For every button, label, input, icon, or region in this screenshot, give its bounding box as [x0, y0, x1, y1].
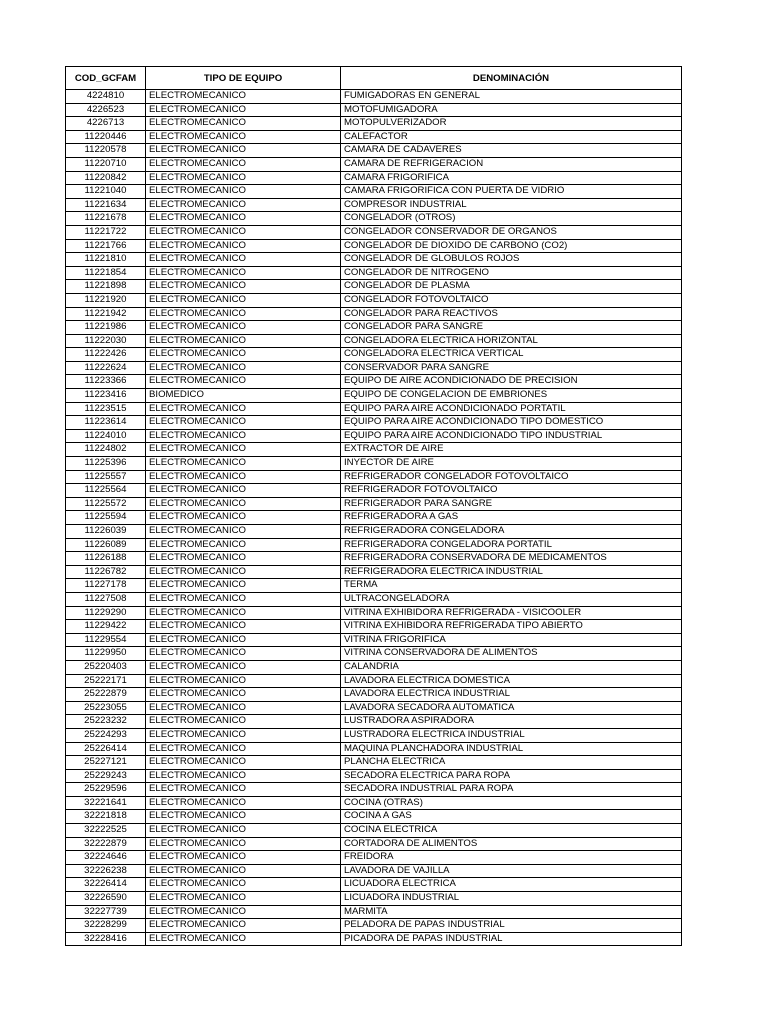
cell-tipo-de-equipo: ELECTROMECANICO	[146, 144, 341, 158]
cell-denominacion: CONGELADOR FOTOVOLTAICO	[341, 293, 682, 307]
table-row	[66, 878, 682, 892]
cell-denominacion: SECADORA ELECTRICA PARA ROPA	[341, 769, 682, 783]
table-row	[66, 511, 682, 525]
cell-tipo-de-equipo: ELECTROMECANICO	[146, 742, 341, 756]
table-row	[66, 416, 682, 430]
header-cod-gcfam: COD_GCFAM	[66, 67, 146, 90]
cell-cod-gcfam: 11229422	[66, 620, 146, 634]
cell-cod-gcfam: 11221986	[66, 321, 146, 335]
cell-tipo-de-equipo: ELECTROMECANICO	[146, 538, 341, 552]
cell-tipo-de-equipo: ELECTROMECANICO	[146, 348, 341, 362]
cell-cod-gcfam: 11226039	[66, 525, 146, 539]
cell-tipo-de-equipo: ELECTROMECANICO	[146, 511, 341, 525]
cell-tipo-de-equipo: ELECTROMECANICO	[146, 606, 341, 620]
cell-tipo-de-equipo: ELECTROMECANICO	[146, 185, 341, 199]
cell-tipo-de-equipo: ELECTROMECANICO	[146, 130, 341, 144]
cell-denominacion: VITRINA FRIGORIFICA	[341, 633, 682, 647]
table-row	[66, 579, 682, 593]
cell-cod-gcfam: 11226188	[66, 552, 146, 566]
cell-tipo-de-equipo: ELECTROMECANICO	[146, 932, 341, 946]
table-row	[66, 334, 682, 348]
cell-cod-gcfam: 32226590	[66, 892, 146, 906]
cell-denominacion: LUSTRADORA ASPIRADORA	[341, 715, 682, 729]
cell-denominacion: COMPRESOR INDUSTRIAL	[341, 198, 682, 212]
cell-tipo-de-equipo: ELECTROMECANICO	[146, 919, 341, 933]
cell-denominacion: CONGELADOR (OTROS)	[341, 212, 682, 226]
cell-tipo-de-equipo: ELECTROMECANICO	[146, 715, 341, 729]
cell-denominacion: TERMA	[341, 579, 682, 593]
cell-denominacion: REFRIGERADORA CONSERVADORA DE MEDICAMENTOS	[341, 552, 682, 566]
cell-cod-gcfam: 25222171	[66, 674, 146, 688]
cell-denominacion: EQUIPO PARA AIRE ACONDICIONADO TIPO DOMESTICO	[341, 416, 682, 430]
cell-denominacion: REFRIGERADOR PARA SANGRE	[341, 497, 682, 511]
cell-tipo-de-equipo: ELECTROMECANICO	[146, 701, 341, 715]
cell-denominacion: CALANDRIA	[341, 660, 682, 674]
cell-denominacion: PICADORA DE PAPAS INDUSTRIAL	[341, 932, 682, 946]
cell-tipo-de-equipo: ELECTROMECANICO	[146, 293, 341, 307]
cell-tipo-de-equipo: ELECTROMECANICO	[146, 497, 341, 511]
cell-cod-gcfam: 25229243	[66, 769, 146, 783]
table-row	[66, 837, 682, 851]
cell-tipo-de-equipo: ELECTROMECANICO	[146, 198, 341, 212]
cell-denominacion: PLANCHA ELECTRICA	[341, 756, 682, 770]
cell-denominacion: CONGELADOR DE PLASMA	[341, 280, 682, 294]
cell-cod-gcfam: 11220710	[66, 157, 146, 171]
header-denominacion: DENOMINACIÓN	[341, 67, 682, 90]
cell-denominacion: SECADORA INDUSTRIAL PARA ROPA	[341, 783, 682, 797]
cell-cod-gcfam: 11221634	[66, 198, 146, 212]
cell-denominacion: MARMITA	[341, 905, 682, 919]
cell-tipo-de-equipo: ELECTROMECANICO	[146, 796, 341, 810]
table-row	[66, 864, 682, 878]
cell-cod-gcfam: 11221854	[66, 266, 146, 280]
cell-cod-gcfam: 11223366	[66, 375, 146, 389]
cell-denominacion: EQUIPO PARA AIRE ACONDICIONADO PORTATIL	[341, 402, 682, 416]
cell-denominacion: MOTOFUMIGADORA	[341, 103, 682, 117]
header-row	[66, 67, 682, 90]
table-row	[66, 266, 682, 280]
cell-tipo-de-equipo: ELECTROMECANICO	[146, 756, 341, 770]
cell-tipo-de-equipo: ELECTROMECANICO	[146, 728, 341, 742]
cell-tipo-de-equipo: ELECTROMECANICO	[146, 620, 341, 634]
table-row	[66, 592, 682, 606]
cell-denominacion: LAVADORA ELECTRICA DOMESTICA	[341, 674, 682, 688]
cell-tipo-de-equipo: BIOMEDICO	[146, 389, 341, 403]
cell-cod-gcfam: 11220578	[66, 144, 146, 158]
cell-tipo-de-equipo: ELECTROMECANICO	[146, 157, 341, 171]
cell-tipo-de-equipo: ELECTROMECANICO	[146, 864, 341, 878]
cell-denominacion: FUMIGADORAS EN GENERAL	[341, 90, 682, 104]
table-row	[66, 375, 682, 389]
cell-cod-gcfam: 11220842	[66, 171, 146, 185]
cell-tipo-de-equipo: ELECTROMECANICO	[146, 307, 341, 321]
cell-tipo-de-equipo: ELECTROMECANICO	[146, 837, 341, 851]
table-row	[66, 198, 682, 212]
cell-cod-gcfam: 32227739	[66, 905, 146, 919]
cell-cod-gcfam: 32228416	[66, 932, 146, 946]
table-row	[66, 851, 682, 865]
cell-cod-gcfam: 11221942	[66, 307, 146, 321]
table-row	[66, 796, 682, 810]
cell-cod-gcfam: 4224810	[66, 90, 146, 104]
table-row	[66, 429, 682, 443]
cell-denominacion: REFRIGERADORA CONGELADORA	[341, 525, 682, 539]
cell-cod-gcfam: 25226414	[66, 742, 146, 756]
cell-cod-gcfam: 11221722	[66, 225, 146, 239]
cell-denominacion: CAMARA DE CADAVERES	[341, 144, 682, 158]
cell-denominacion: EXTRACTOR DE AIRE	[341, 443, 682, 457]
cell-tipo-de-equipo: ELECTROMECANICO	[146, 783, 341, 797]
table-body	[66, 90, 682, 946]
table-row	[66, 90, 682, 104]
table-row	[66, 225, 682, 239]
cell-tipo-de-equipo: ELECTROMECANICO	[146, 402, 341, 416]
cell-cod-gcfam: 11221920	[66, 293, 146, 307]
cell-denominacion: ULTRACONGELADORA	[341, 592, 682, 606]
table-row	[66, 185, 682, 199]
cell-denominacion: LUSTRADORA ELECTRICA INDUSTRIAL	[341, 728, 682, 742]
table-row	[66, 756, 682, 770]
table-row	[66, 538, 682, 552]
cell-tipo-de-equipo: ELECTROMECANICO	[146, 90, 341, 104]
cell-tipo-de-equipo: ELECTROMECANICO	[146, 579, 341, 593]
cell-tipo-de-equipo: ELECTROMECANICO	[146, 525, 341, 539]
cell-denominacion: CALEFACTOR	[341, 130, 682, 144]
table-row	[66, 932, 682, 946]
cell-cod-gcfam: 11229554	[66, 633, 146, 647]
cell-cod-gcfam: 32222525	[66, 824, 146, 838]
table-row	[66, 783, 682, 797]
cell-cod-gcfam: 11225396	[66, 457, 146, 471]
cell-denominacion: REFRIGERADORA ELECTRICA INDUSTRIAL	[341, 565, 682, 579]
cell-tipo-de-equipo: ELECTROMECANICO	[146, 674, 341, 688]
table-row	[66, 824, 682, 838]
table-row	[66, 348, 682, 362]
cell-denominacion: CAMARA FRIGORIFICA	[341, 171, 682, 185]
cell-tipo-de-equipo: ELECTROMECANICO	[146, 239, 341, 253]
cell-cod-gcfam: 32224646	[66, 851, 146, 865]
cell-cod-gcfam: 11225557	[66, 470, 146, 484]
cell-denominacion: LAVADORA ELECTRICA INDUSTRIAL	[341, 688, 682, 702]
cell-tipo-de-equipo: ELECTROMECANICO	[146, 361, 341, 375]
cell-denominacion: COCINA A GAS	[341, 810, 682, 824]
cell-denominacion: CONGELADORA ELECTRICA VERTICAL	[341, 348, 682, 362]
cell-cod-gcfam: 25227121	[66, 756, 146, 770]
cell-tipo-de-equipo: ELECTROMECANICO	[146, 552, 341, 566]
cell-cod-gcfam: 25229596	[66, 783, 146, 797]
cell-denominacion: CAMARA DE REFRIGERACION	[341, 157, 682, 171]
cell-cod-gcfam: 32221818	[66, 810, 146, 824]
cell-cod-gcfam: 11225572	[66, 497, 146, 511]
cell-cod-gcfam: 11221766	[66, 239, 146, 253]
table-row	[66, 402, 682, 416]
table-row	[66, 171, 682, 185]
cell-denominacion: CONGELADOR DE NITROGENO	[341, 266, 682, 280]
cell-denominacion: REFRIGERADORA A GAS	[341, 511, 682, 525]
table-row	[66, 457, 682, 471]
cell-denominacion: CONGELADORA ELECTRICA HORIZONTAL	[341, 334, 682, 348]
cell-cod-gcfam: 11222030	[66, 334, 146, 348]
cell-tipo-de-equipo: ELECTROMECANICO	[146, 171, 341, 185]
cell-denominacion: CONGELADOR CONSERVADOR DE ORGANOS	[341, 225, 682, 239]
cell-cod-gcfam: 4226713	[66, 117, 146, 131]
cell-cod-gcfam: 11223416	[66, 389, 146, 403]
cell-tipo-de-equipo: ELECTROMECANICO	[146, 334, 341, 348]
cell-cod-gcfam: 11226782	[66, 565, 146, 579]
cell-cod-gcfam: 11225564	[66, 484, 146, 498]
cell-tipo-de-equipo: ELECTROMECANICO	[146, 212, 341, 226]
cell-cod-gcfam: 11222624	[66, 361, 146, 375]
cell-tipo-de-equipo: ELECTROMECANICO	[146, 321, 341, 335]
cell-tipo-de-equipo: ELECTROMECANICO	[146, 253, 341, 267]
table-row	[66, 606, 682, 620]
cell-denominacion: VITRINA EXHIBIDORA REFRIGERADA TIPO ABIERTO	[341, 620, 682, 634]
cell-denominacion: MAQUINA PLANCHADORA INDUSTRIAL	[341, 742, 682, 756]
cell-denominacion: LICUADORA INDUSTRIAL	[341, 892, 682, 906]
table-row	[66, 157, 682, 171]
cell-tipo-de-equipo: ELECTROMECANICO	[146, 416, 341, 430]
cell-cod-gcfam: 11223614	[66, 416, 146, 430]
table-row	[66, 633, 682, 647]
cell-tipo-de-equipo: ELECTROMECANICO	[146, 565, 341, 579]
cell-tipo-de-equipo: ELECTROMECANICO	[146, 769, 341, 783]
table-row	[66, 674, 682, 688]
cell-cod-gcfam: 32226238	[66, 864, 146, 878]
cell-tipo-de-equipo: ELECTROMECANICO	[146, 484, 341, 498]
table-row	[66, 443, 682, 457]
cell-denominacion: CONGELADOR DE GLOBULOS ROJOS	[341, 253, 682, 267]
cell-cod-gcfam: 11223515	[66, 402, 146, 416]
equipment-table	[65, 66, 682, 946]
table-row	[66, 253, 682, 267]
cell-denominacion: MOTOPULVERIZADOR	[341, 117, 682, 131]
cell-cod-gcfam: 25222879	[66, 688, 146, 702]
table-row	[66, 905, 682, 919]
header-tipo-de-equipo: TIPO DE EQUIPO	[146, 67, 341, 90]
cell-cod-gcfam: 32221641	[66, 796, 146, 810]
table-row	[66, 742, 682, 756]
cell-cod-gcfam: 11224010	[66, 429, 146, 443]
cell-tipo-de-equipo: ELECTROMECANICO	[146, 375, 341, 389]
cell-denominacion: FREIDORA	[341, 851, 682, 865]
cell-cod-gcfam: 11222426	[66, 348, 146, 362]
table-row	[66, 293, 682, 307]
cell-cod-gcfam: 11221678	[66, 212, 146, 226]
cell-cod-gcfam: 11229290	[66, 606, 146, 620]
cell-denominacion: CONGELADOR DE DIOXIDO DE CARBONO (CO2)	[341, 239, 682, 253]
table-row	[66, 688, 682, 702]
cell-cod-gcfam: 11224802	[66, 443, 146, 457]
cell-cod-gcfam: 11227178	[66, 579, 146, 593]
cell-tipo-de-equipo: ELECTROMECANICO	[146, 592, 341, 606]
table-row	[66, 565, 682, 579]
cell-tipo-de-equipo: ELECTROMECANICO	[146, 103, 341, 117]
table-row	[66, 130, 682, 144]
cell-denominacion: COCINA (OTRAS)	[341, 796, 682, 810]
cell-denominacion: CONGELADOR PARA SANGRE	[341, 321, 682, 335]
table-row	[66, 715, 682, 729]
cell-denominacion: VITRINA EXHIBIDORA REFRIGERADA - VISICOOLER	[341, 606, 682, 620]
cell-cod-gcfam: 25223055	[66, 701, 146, 715]
table-row	[66, 701, 682, 715]
cell-denominacion: CORTADORA DE ALIMENTOS	[341, 837, 682, 851]
cell-denominacion: VITRINA CONSERVADORA DE ALIMENTOS	[341, 647, 682, 661]
table-row	[66, 892, 682, 906]
cell-tipo-de-equipo: ELECTROMECANICO	[146, 892, 341, 906]
cell-cod-gcfam: 11226089	[66, 538, 146, 552]
cell-cod-gcfam: 11221040	[66, 185, 146, 199]
cell-cod-gcfam: 11221898	[66, 280, 146, 294]
table-row	[66, 552, 682, 566]
cell-tipo-de-equipo: ELECTROMECANICO	[146, 851, 341, 865]
table-row	[66, 728, 682, 742]
cell-denominacion: COCINA ELECTRICA	[341, 824, 682, 838]
cell-tipo-de-equipo: ELECTROMECANICO	[146, 266, 341, 280]
cell-tipo-de-equipo: ELECTROMECANICO	[146, 878, 341, 892]
table-row	[66, 484, 682, 498]
cell-cod-gcfam: 25224293	[66, 728, 146, 742]
table-row	[66, 307, 682, 321]
table-row	[66, 321, 682, 335]
cell-tipo-de-equipo: ELECTROMECANICO	[146, 443, 341, 457]
table-row	[66, 620, 682, 634]
cell-cod-gcfam: 11220446	[66, 130, 146, 144]
cell-denominacion: CONSERVADOR PARA SANGRE	[341, 361, 682, 375]
cell-cod-gcfam: 11221810	[66, 253, 146, 267]
cell-cod-gcfam: 32226414	[66, 878, 146, 892]
cell-cod-gcfam: 32222879	[66, 837, 146, 851]
cell-tipo-de-equipo: ELECTROMECANICO	[146, 633, 341, 647]
table-row	[66, 212, 682, 226]
table-row	[66, 470, 682, 484]
table-row	[66, 144, 682, 158]
cell-cod-gcfam: 11225594	[66, 511, 146, 525]
cell-denominacion: EQUIPO DE AIRE ACONDICIONADO DE PRECISION	[341, 375, 682, 389]
cell-tipo-de-equipo: ELECTROMECANICO	[146, 225, 341, 239]
cell-cod-gcfam: 32228299	[66, 919, 146, 933]
cell-denominacion: LICUADORA ELECTRICA	[341, 878, 682, 892]
cell-tipo-de-equipo: ELECTROMECANICO	[146, 429, 341, 443]
cell-cod-gcfam: 4226523	[66, 103, 146, 117]
table-row	[66, 660, 682, 674]
cell-denominacion: REFRIGERADOR CONGELADOR FOTOVOLTAICO	[341, 470, 682, 484]
table-row	[66, 525, 682, 539]
cell-cod-gcfam: 11229950	[66, 647, 146, 661]
cell-tipo-de-equipo: ELECTROMECANICO	[146, 647, 341, 661]
table-row	[66, 239, 682, 253]
cell-tipo-de-equipo: ELECTROMECANICO	[146, 280, 341, 294]
cell-denominacion: REFRIGERADORA CONGELADORA PORTATIL	[341, 538, 682, 552]
cell-denominacion: EQUIPO PARA AIRE ACONDICIONADO TIPO INDUSTRIAL	[341, 429, 682, 443]
table-row	[66, 117, 682, 131]
table-row	[66, 280, 682, 294]
cell-tipo-de-equipo: ELECTROMECANICO	[146, 810, 341, 824]
cell-tipo-de-equipo: ELECTROMECANICO	[146, 117, 341, 131]
cell-denominacion: LAVADORA DE VAJILLA	[341, 864, 682, 878]
table-row	[66, 361, 682, 375]
cell-denominacion: CONGELADOR PARA REACTIVOS	[341, 307, 682, 321]
cell-tipo-de-equipo: ELECTROMECANICO	[146, 688, 341, 702]
cell-cod-gcfam: 25220403	[66, 660, 146, 674]
cell-denominacion: PELADORA DE PAPAS INDUSTRIAL	[341, 919, 682, 933]
table-row	[66, 919, 682, 933]
table-row	[66, 810, 682, 824]
cell-cod-gcfam: 11227508	[66, 592, 146, 606]
cell-tipo-de-equipo: ELECTROMECANICO	[146, 824, 341, 838]
table-row	[66, 769, 682, 783]
cell-denominacion: INYECTOR DE AIRE	[341, 457, 682, 471]
cell-denominacion: EQUIPO DE CONGELACION DE EMBRIONES	[341, 389, 682, 403]
table-row	[66, 103, 682, 117]
cell-tipo-de-equipo: ELECTROMECANICO	[146, 905, 341, 919]
cell-denominacion: CAMARA FRIGORIFICA CON PUERTA DE VIDRIO	[341, 185, 682, 199]
table-row	[66, 497, 682, 511]
cell-cod-gcfam: 25223232	[66, 715, 146, 729]
cell-tipo-de-equipo: ELECTROMECANICO	[146, 660, 341, 674]
table-row	[66, 389, 682, 403]
table-row	[66, 647, 682, 661]
cell-tipo-de-equipo: ELECTROMECANICO	[146, 457, 341, 471]
cell-denominacion: REFRIGERADOR FOTOVOLTAICO	[341, 484, 682, 498]
cell-denominacion: LAVADORA SECADORA AUTOMATICA	[341, 701, 682, 715]
cell-tipo-de-equipo: ELECTROMECANICO	[146, 470, 341, 484]
